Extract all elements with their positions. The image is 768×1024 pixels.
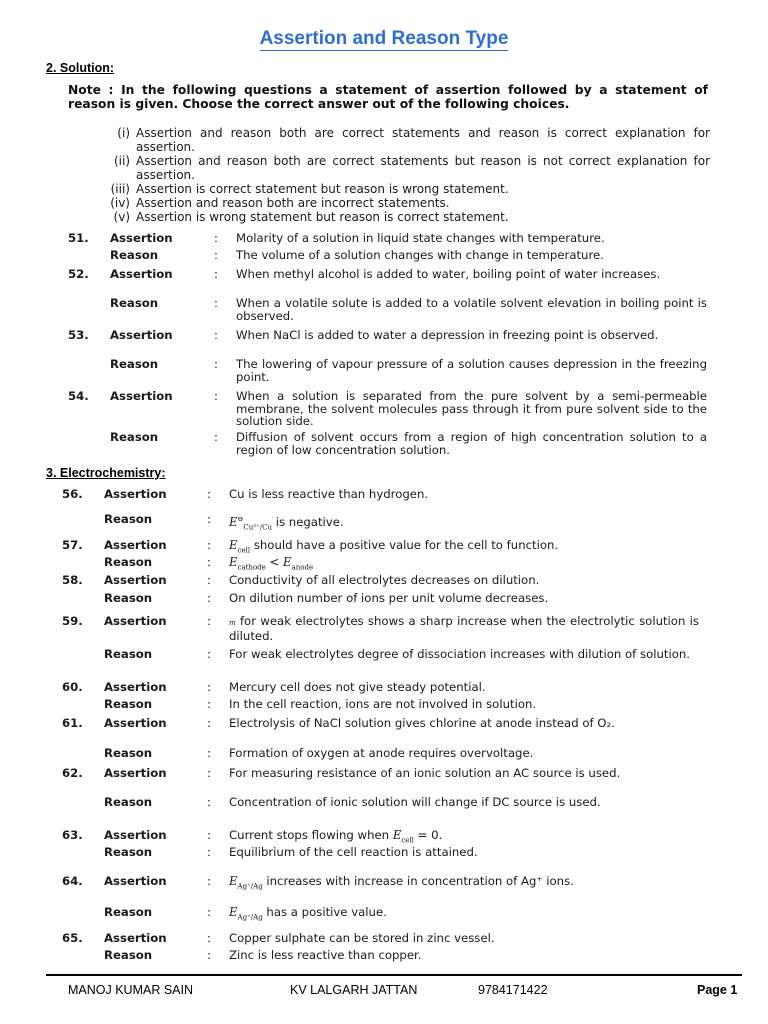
choice-item: (iii) Assertion is correct statement but reason is wrong statement.	[110, 182, 509, 196]
e-cell-symbol: $E_{cell}$	[229, 538, 251, 555]
footer-school: KV LALGARH JATTAN	[290, 983, 418, 997]
electrode-potential-symbol: $E_{Ag^+/Ag}$	[229, 874, 263, 891]
choice-item: (v) Assertion is wrong statement but reason is correct statement.	[113, 210, 509, 224]
page-title: Assertion and Reason Type	[259, 28, 509, 49]
footer-divider	[46, 974, 742, 976]
choice-item: (i) Assertion and reason both are correct statements and reason is correct explanation for assertion.	[117, 126, 710, 154]
choice-item: (ii) Assertion and reason both are correct statements but reason is not correct explanation for assertion.	[113, 154, 710, 182]
footer-page-number: Page 1	[697, 983, 738, 997]
instructions-note: Note : In the following questions a statement of assertion followed by a statement of reason is given. Choose the correct answer out of the following choices.	[68, 83, 708, 111]
section-heading-electrochemistry: 3. Electrochemistry:	[46, 466, 166, 480]
choice-item: (iv) Assertion and reason both are incorrect statements.	[110, 196, 450, 210]
answer-choices	[98, 126, 710, 224]
electrode-formula: $E_{cathode} < E_{anode}$	[229, 555, 314, 572]
e-cell-symbol: $E_{cell}$	[392, 828, 414, 845]
lambda-m-symbol: m	[229, 619, 236, 627]
section-heading-solution: 2. Solution:	[46, 61, 115, 75]
footer-author: MANOJ KUMAR SAIN	[68, 983, 194, 997]
footer-phone: 9784171422	[478, 983, 548, 997]
electrode-potential-symbol: $E^⊖_{Cu^{2+}/Cu}$	[229, 514, 273, 532]
electrode-potential-symbol: $E_{Ag^+/Ag}$	[229, 905, 263, 922]
